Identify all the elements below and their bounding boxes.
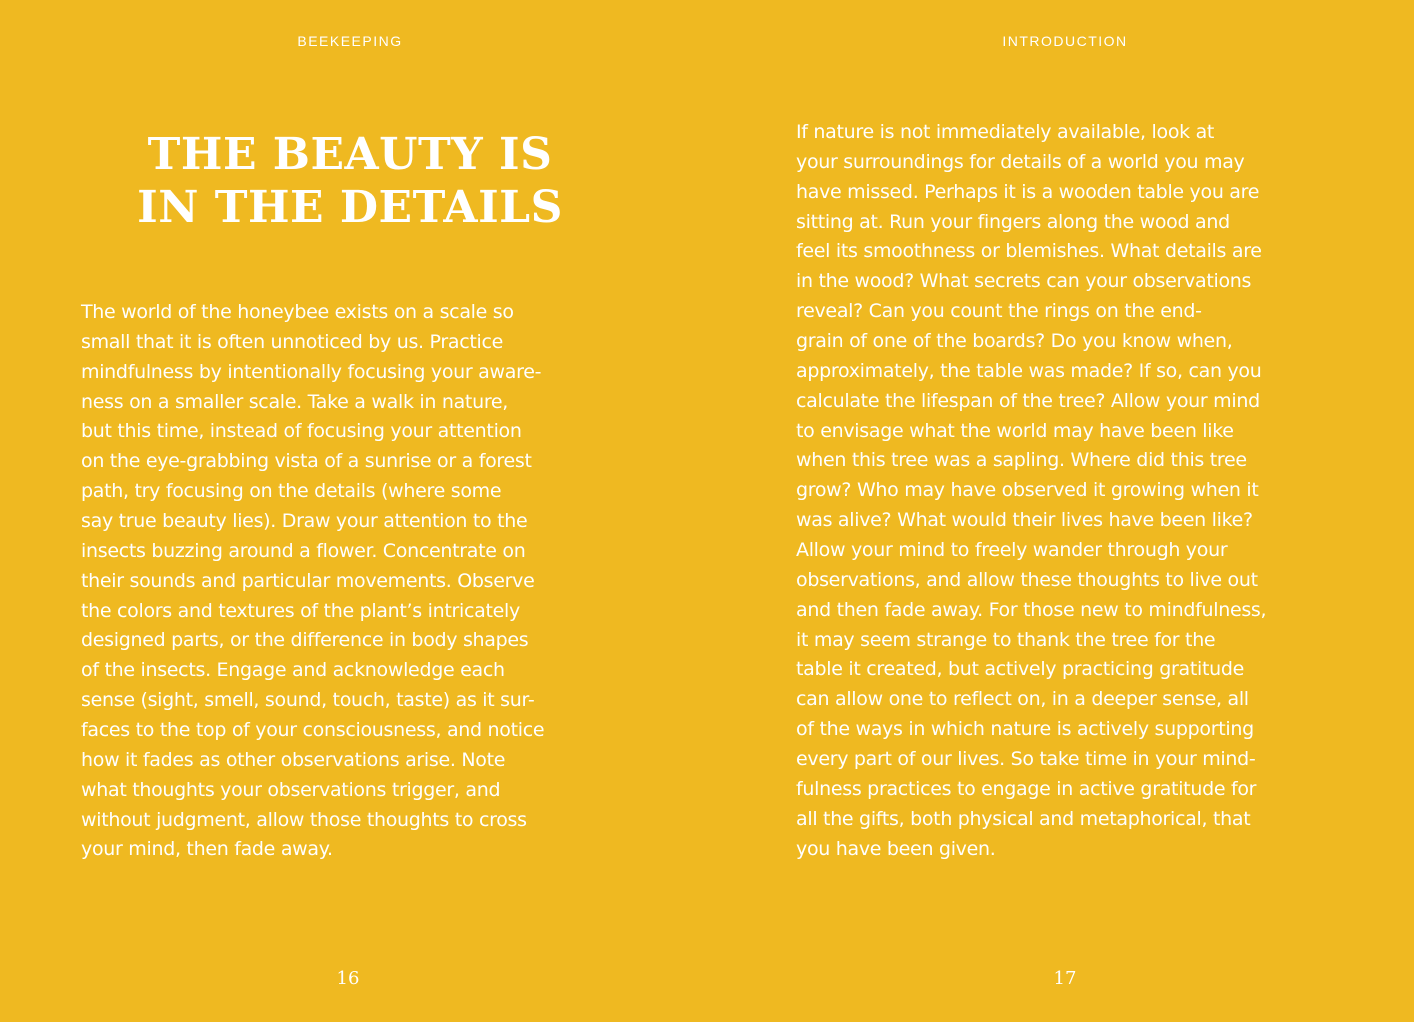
body-line: grain of one of the boards? Do you know when, xyxy=(796,330,1233,353)
body-text-left xyxy=(81,298,544,865)
body-line: it may seem strange to thank the tree for the xyxy=(796,628,1216,651)
body-line: was alive? What would their lives have been like? xyxy=(796,509,1253,532)
body-line: feel its smoothness or blemishes. What details are xyxy=(796,240,1262,263)
body-line: grow? Who may have observed it growing when it xyxy=(796,479,1259,502)
body-line: their sounds and particular movements. Observe xyxy=(81,569,535,592)
body-line: but this time, instead of focusing your attention xyxy=(81,420,522,443)
body-line: without judgment, allow those thoughts to cross xyxy=(81,808,527,831)
body-line: your mind, then fade away. xyxy=(81,838,333,861)
body-line: how it fades as other observations arise. Note xyxy=(81,748,506,771)
body-line: say true beauty lies). Draw your attention to the xyxy=(81,510,528,533)
body-line: can allow one to reflect on, in a deeper sense, all xyxy=(796,688,1249,711)
running-head-left: BEEKEEPING xyxy=(297,33,403,49)
body-line: of the insects. Engage and acknowledge each xyxy=(81,659,505,682)
body-line: sense (sight, smell, sound, touch, taste) as it sur- xyxy=(81,689,535,712)
body-line: path, try focusing on the details (where some xyxy=(81,480,502,503)
right-page xyxy=(707,0,1414,1022)
body-line: reveal? Can you count the rings on the end- xyxy=(796,300,1202,323)
body-line: and then fade away. For those new to mindfulness, xyxy=(796,598,1267,621)
body-line: when this tree was a sapling. Where did this tree xyxy=(796,449,1247,472)
body-text-right xyxy=(796,118,1266,864)
body-line: fulness practices to engage in active gratitude for xyxy=(796,777,1257,800)
body-line: your surroundings for details of a world you may xyxy=(796,150,1245,173)
body-line: observations, and allow these thoughts to live out xyxy=(796,568,1258,591)
body-line: approximately, the table was made? If so, can you xyxy=(796,359,1262,382)
body-line: Allow your mind to freely wander through your xyxy=(796,539,1228,562)
running-head-right: INTRODUCTION xyxy=(1002,33,1128,49)
body-line: to envisage what the world may have been like xyxy=(796,419,1234,442)
chapter-title-line: THE BEAUTY IS xyxy=(147,129,553,180)
page-number-left: 16 xyxy=(336,968,360,989)
body-line: of the ways in which nature is actively supporting xyxy=(796,718,1254,741)
body-line: calculate the lifespan of the tree? Allow your mind xyxy=(796,389,1260,412)
body-line: on the eye-grabbing vista of a sunrise or a forest xyxy=(81,450,532,473)
body-line: all the gifts, both physical and metaphorical, that xyxy=(796,807,1251,830)
body-line: sitting at. Run your fingers along the wood and xyxy=(796,210,1230,233)
body-line: The world of the honeybee exists on a scale so xyxy=(81,301,514,323)
body-line: every part of our lives. So take time in your mind- xyxy=(796,748,1256,771)
body-line: table it created, but actively practicing gratitude xyxy=(796,658,1245,681)
chapter-title-line: IN THE DETAILS xyxy=(137,182,563,233)
body-line: If nature is not immediately available, look at xyxy=(796,121,1215,143)
body-line: mindfulness by intentionally focusing your aware- xyxy=(81,360,542,383)
body-line: the colors and textures of the plant’s intricately xyxy=(81,599,520,622)
body-line: in the wood? What secrets can your observations xyxy=(796,270,1252,293)
page-number-right: 17 xyxy=(1053,968,1077,989)
body-line: have missed. Perhaps it is a wooden table you are xyxy=(796,180,1260,203)
body-line: faces to the top of your consciousness, and notice xyxy=(81,719,545,742)
body-line: designed parts, or the difference in body shapes xyxy=(81,629,529,652)
body-line: ness on a smaller scale. Take a walk in nature, xyxy=(81,390,509,413)
body-line: what thoughts your observations trigger, and xyxy=(81,778,501,801)
chapter-title xyxy=(100,128,600,234)
body-line: insects buzzing around a flower. Concentrate on xyxy=(81,539,526,562)
body-line: small that it is often unnoticed by us. Practice xyxy=(81,330,504,353)
body-line: you have been given. xyxy=(796,837,996,860)
